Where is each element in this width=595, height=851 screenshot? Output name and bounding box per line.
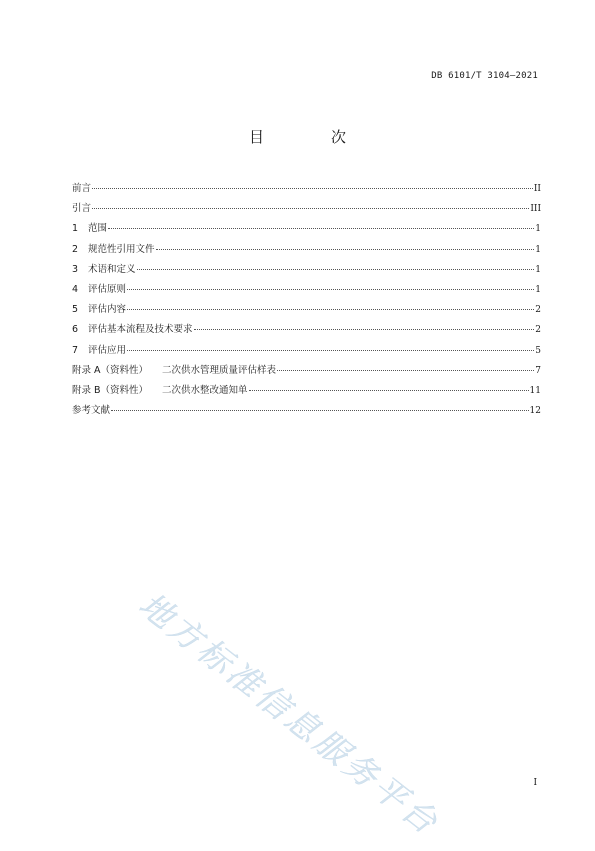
toc-entry-title (72, 200, 91, 214)
toc-entry-subtitle: 二次供水管理质量评估样表 (162, 364, 277, 376)
watermark: 地方标准信息服务平台 (131, 584, 448, 844)
toc-entry[interactable] (72, 200, 541, 220)
toc-entry[interactable] (72, 301, 541, 321)
toc-entry-label: 术语和定义 (88, 263, 136, 275)
toc-entry[interactable] (72, 362, 541, 382)
toc-entry-title (72, 180, 91, 194)
toc-entry-label: 评估应用 (88, 344, 127, 356)
toc-leader-dots (108, 227, 534, 229)
toc-entry-label: 参考文献 (72, 405, 111, 417)
toc-entry-label: 评估内容 (88, 304, 127, 316)
toc-entry-label: 规范性引用文件 (88, 243, 155, 255)
toc-entry-subtitle: 二次供水整改通知单 (162, 384, 248, 396)
toc-entry-number: 7 (72, 344, 79, 356)
toc-entry[interactable] (72, 402, 541, 422)
toc-entry-title (72, 342, 126, 356)
toc-leader-dots (111, 409, 529, 411)
toc-entry-page: 1 (535, 264, 541, 275)
toc-entry-label: 评估原则 (88, 283, 127, 295)
toc-entry-page: 5 (535, 345, 541, 356)
toc-leader-dots (249, 389, 529, 391)
toc-leader-dots (194, 328, 535, 330)
toc-entry-number: 1 (72, 223, 79, 235)
toc-entry-number: 5 (72, 304, 79, 316)
toc-entry-label: 评估基本流程及技术要求 (88, 324, 193, 336)
page-number: I (533, 778, 537, 788)
toc-entry-page: III (530, 204, 541, 215)
toc-entry-title (72, 261, 136, 275)
toc-entry[interactable] (72, 321, 541, 341)
toc-entry-page: 1 (535, 244, 541, 255)
toc-entry-label: 范围 (88, 223, 108, 235)
toc-entry[interactable] (72, 261, 541, 281)
toc-entry-title (72, 362, 276, 376)
toc-entry-title (72, 241, 155, 255)
toc-entry-label: 引言 (72, 203, 92, 215)
toc-entry[interactable] (72, 241, 541, 261)
table-of-contents (72, 180, 541, 422)
toc-entry-page: 12 (529, 406, 541, 417)
toc-leader-dots (156, 248, 535, 250)
toc-entry[interactable] (72, 180, 541, 200)
toc-entry-title (72, 301, 126, 315)
toc-leader-dots (92, 187, 533, 189)
toc-entry[interactable] (72, 281, 541, 301)
toc-leader-dots (127, 308, 534, 310)
toc-entry-label: 前言 (72, 183, 92, 194)
toc-leader-dots (277, 369, 534, 371)
toc-entry-title (72, 321, 193, 335)
toc-entry-number: 6 (72, 324, 79, 336)
toc-leader-dots (92, 207, 529, 209)
toc-entry-label: 附录 B（资料性） (72, 384, 149, 396)
toc-entry-page: II (533, 184, 541, 194)
toc-leader-dots (127, 349, 534, 351)
toc-entry[interactable] (72, 342, 541, 362)
toc-entry-page: 2 (535, 305, 541, 316)
toc-leader-dots (137, 268, 535, 270)
toc-entry-page: 7 (535, 365, 541, 376)
toc-entry-number: 4 (72, 283, 79, 295)
toc-entry-label: 附录 A（资料性） (72, 364, 149, 376)
toc-entry[interactable] (72, 382, 541, 402)
toc-entry-number: 3 (72, 263, 79, 275)
toc-entry-title (72, 402, 110, 416)
toc-entry[interactable] (72, 220, 541, 240)
toc-entry-page: 11 (529, 385, 541, 396)
document-code: DB 6101/T 3104—2021 (431, 71, 538, 81)
toc-entry-title (72, 281, 126, 295)
toc-entry-title (72, 220, 107, 234)
toc-entry-page: 1 (535, 284, 541, 295)
page-title: 目 次 (248, 128, 372, 146)
toc-entry-page: 2 (535, 325, 541, 336)
toc-entry-title (72, 382, 248, 396)
toc-leader-dots (127, 288, 534, 290)
toc-entry-number: 2 (72, 243, 79, 255)
toc-entry-page: 1 (535, 224, 541, 235)
